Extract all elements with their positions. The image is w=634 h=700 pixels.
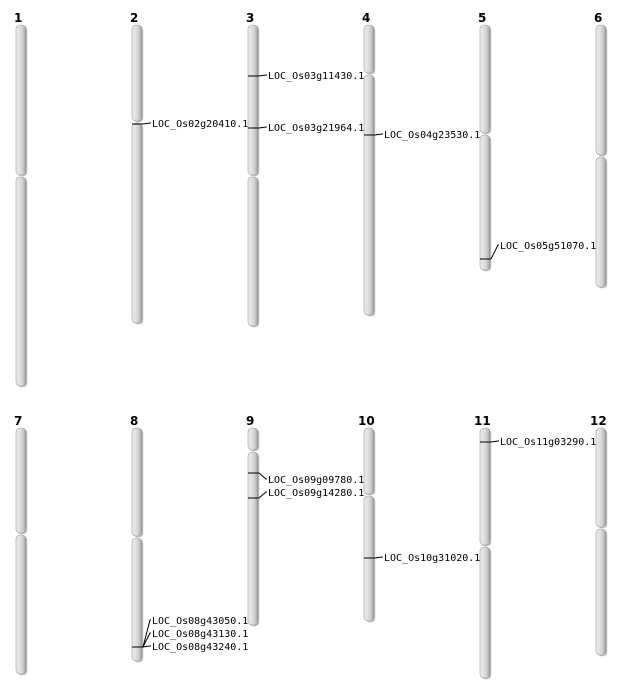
- gene-label: LOC_Os09g14280.1: [268, 488, 365, 499]
- chromosome-arm: [596, 529, 606, 655]
- gene-label: LOC_Os10g31020.1: [384, 553, 481, 564]
- chromosome-arm: [16, 535, 26, 674]
- chromosome-number: 5: [478, 11, 487, 25]
- chromosome-4: [362, 11, 375, 316]
- chromosome-number: 12: [590, 414, 607, 428]
- chromosome-arm: [16, 25, 26, 175]
- chromosome-layer: [14, 11, 607, 679]
- chromosome-5: [478, 11, 491, 271]
- chromosome-arm: [248, 177, 258, 326]
- gene-connector: [375, 134, 383, 135]
- gene-connector: [143, 123, 151, 124]
- chromosome-arm: [248, 452, 258, 625]
- chromosome-8: [130, 414, 143, 662]
- chromosome-2: [130, 11, 143, 324]
- gene-label: LOC_Os02g20410.1: [152, 119, 249, 130]
- gene-marker: [132, 642, 248, 653]
- chromosome-arm: [132, 538, 142, 661]
- gene-label: LOC_Os05g51070.1: [500, 241, 597, 252]
- gene-connector: [491, 441, 499, 442]
- chromosome-arm: [132, 428, 142, 536]
- chromosome-11: [474, 414, 491, 679]
- gene-connector: [259, 473, 267, 479]
- gene-marker: [480, 437, 596, 448]
- gene-connector: [375, 557, 383, 558]
- chromosome-arm: [364, 428, 374, 494]
- chromosome-arm: [596, 428, 606, 527]
- chromosome-number: 1: [14, 11, 23, 25]
- gene-label: LOC_Os03g11430.1: [268, 71, 365, 82]
- gene-label: LOC_Os11g03290.1: [500, 437, 597, 448]
- chromosome-number: 9: [246, 414, 255, 428]
- chromosome-number: 4: [362, 11, 371, 25]
- gene-label: LOC_Os08g43130.1: [152, 629, 249, 640]
- chromosome-arm: [480, 428, 490, 545]
- gene-marker: [364, 130, 480, 141]
- chromosome-arm: [480, 547, 490, 678]
- gene-connector: [143, 646, 151, 647]
- chromosome-number: 11: [474, 414, 491, 428]
- chromosome-12: [590, 414, 607, 656]
- gene-label: LOC_Os03g21964.1: [268, 123, 365, 134]
- chromosome-arm: [596, 25, 606, 155]
- gene-marker: [248, 488, 364, 499]
- gene-label: LOC_Os09g09780.1: [268, 475, 365, 486]
- gene-connector: [259, 127, 267, 128]
- chromosome-arm: [16, 177, 26, 386]
- chromosome-3: [246, 11, 259, 327]
- chromosome-number: 3: [246, 11, 255, 25]
- gene-marker: [248, 123, 364, 134]
- gene-marker: [248, 473, 364, 486]
- gene-marker: [480, 241, 596, 259]
- chromosome-number: 7: [14, 414, 23, 428]
- chromosome-arm: [132, 25, 142, 121]
- gene-marker: [364, 553, 480, 564]
- gene-connector: [259, 492, 267, 498]
- gene-marker: [132, 119, 248, 130]
- chromosome-number: 2: [130, 11, 139, 25]
- chromosome-arm: [596, 157, 606, 287]
- chromosome-9: [246, 414, 259, 626]
- chromosome-arm: [248, 25, 258, 175]
- gene-connector: [491, 245, 499, 259]
- chromosome-7: [14, 414, 27, 675]
- chromosome-10: [358, 414, 375, 622]
- chromosome-arm: [364, 75, 374, 315]
- gene-marker: [248, 71, 364, 82]
- chromosome-arm: [364, 25, 374, 73]
- chromosome-number: 6: [594, 11, 603, 25]
- gene-connector: [143, 633, 151, 647]
- chromosome-arm: [480, 25, 490, 133]
- chromosome-number: 8: [130, 414, 139, 428]
- gene-connector: [259, 75, 267, 76]
- chromosome-arm: [16, 428, 26, 533]
- chromosome-arm: [132, 123, 142, 323]
- gene-label: LOC_Os08g43240.1: [152, 642, 249, 653]
- chromosome-arm: [248, 428, 258, 450]
- chromosome-arm: [480, 135, 490, 270]
- chromosome-number: 10: [358, 414, 375, 428]
- gene-label: LOC_Os04g23530.1: [384, 130, 481, 141]
- chromosome-1: [14, 11, 27, 387]
- gene-label: LOC_Os08g43050.1: [152, 616, 249, 627]
